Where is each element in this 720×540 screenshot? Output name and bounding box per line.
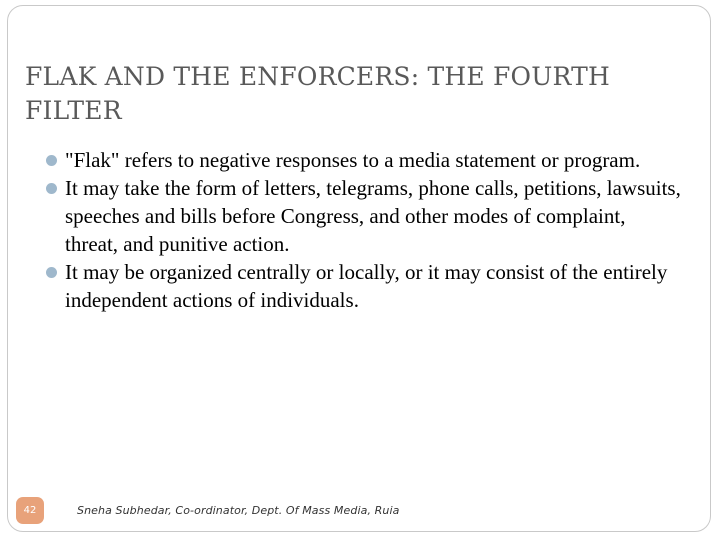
bullet-item [43,258,683,314]
bullet-item [43,174,683,258]
bullet-marker-icon [46,155,57,166]
bullet-marker-icon [46,267,57,278]
bullet-text: It may take the form of letters, telegrams, phone calls, petitions, lawsuits, speeches and bills before Congress, and other modes of complaint, threat, and punitive action. [65,176,681,256]
bullet-text: It may be organized centrally or locally, or it may consist of the entirely independent actions of individuals. [65,260,668,312]
bullet-item [43,146,683,174]
slide-title-line-1: FLAK AND THE ENFORCERS: THE FOURTH [25,62,610,91]
slide-number-badge: 42 [16,497,44,524]
bullet-marker-icon [46,183,57,194]
slide-footer: Sneha Subhedar, Co-ordinator, Dept. Of Mass Media, Ruia [77,504,400,517]
bullet-list [43,146,683,314]
slide-title-line-2: FILTER [25,96,122,125]
slide-title [25,60,695,128]
bullet-text: "Flak" refers to negative responses to a media statement or program. [65,148,641,172]
